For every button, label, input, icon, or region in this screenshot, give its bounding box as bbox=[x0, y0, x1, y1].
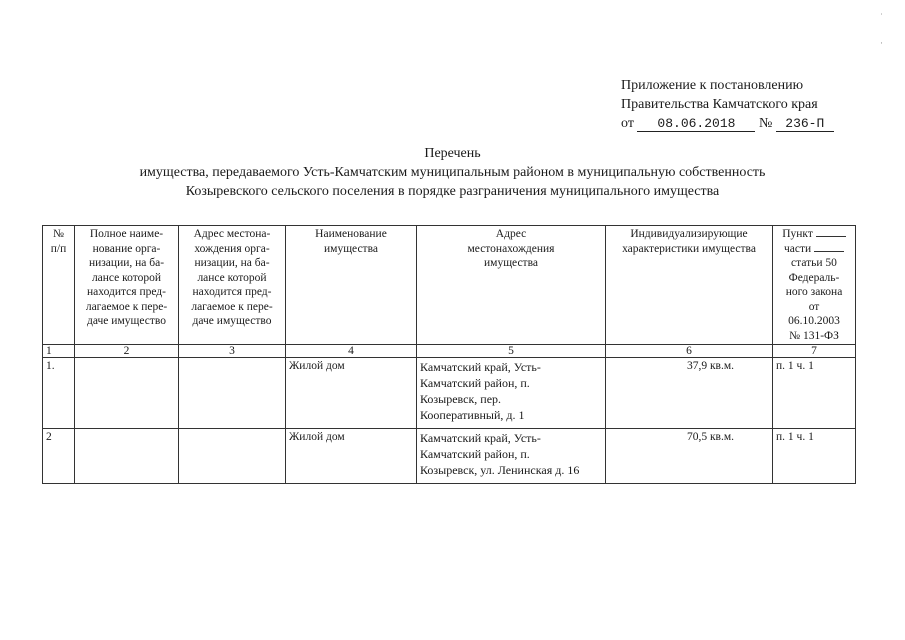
column-number: 2 bbox=[75, 345, 179, 358]
header-org-name: Полное наиме- нование орга- низации, на ба- лансе которой находится пред- лагаемое к пере- даче имущество bbox=[75, 226, 179, 345]
appendix-date-line bbox=[621, 114, 834, 133]
org-address-cell bbox=[179, 358, 286, 429]
column-number-row bbox=[43, 345, 856, 358]
column-number: 1 bbox=[43, 345, 75, 358]
document-subtitle-2: Козыревского сельского поселения в порядке разграничения муниципального имущества bbox=[185, 184, 720, 199]
header-number: № п/п bbox=[43, 226, 75, 345]
appendix-line-2: Правительства Камчатского края bbox=[621, 97, 818, 112]
row-number: 2 bbox=[43, 429, 75, 484]
scan-mark: ˙ bbox=[880, 12, 883, 22]
org-name-cell bbox=[75, 429, 179, 484]
table-row bbox=[43, 358, 856, 429]
clause-cell: п. 1 ч. 1 bbox=[773, 429, 856, 484]
header-characteristics: Индивидуализирующие характеристики имущества bbox=[606, 226, 773, 345]
number-label: № bbox=[758, 116, 773, 131]
row-number: 1. bbox=[43, 358, 75, 429]
org-name-cell bbox=[75, 358, 179, 429]
appendix-line-1: Приложение к постановлению bbox=[621, 78, 804, 93]
document-subtitle-1: имущества, передаваемого Усть-Камчатским муниципальным районом в муниципальную собственность bbox=[139, 165, 766, 180]
org-address-cell bbox=[179, 429, 286, 484]
column-number: 4 bbox=[286, 345, 417, 358]
scan-mark: · bbox=[880, 38, 883, 48]
property-name-cell: Жилой дом bbox=[286, 429, 417, 484]
document-title: Перечень bbox=[424, 146, 481, 161]
table-header-row bbox=[43, 226, 856, 345]
header-property-address: Адрес местонахождения имущества bbox=[417, 226, 606, 345]
decree-date: 08.06.2018 bbox=[637, 116, 755, 132]
blank-line bbox=[816, 227, 846, 237]
property-table bbox=[42, 225, 856, 484]
characteristics-cell: 70,5 кв.м. bbox=[606, 429, 773, 484]
column-number: 3 bbox=[179, 345, 286, 358]
column-number: 5 bbox=[417, 345, 606, 358]
table-row bbox=[43, 429, 856, 484]
clause-cell: п. 1 ч. 1 bbox=[773, 358, 856, 429]
property-name-cell: Жилой дом bbox=[286, 358, 417, 429]
column-number: 7 bbox=[773, 345, 856, 358]
property-address-cell: Камчатский край, Усть- Камчатский район, п. Козыревск, ул. Ленинская д. 16 bbox=[417, 429, 606, 484]
header-clause: Пункт части статьи 50 Федераль- ного закона от 06.10.2003 № 131-ФЗ bbox=[773, 226, 856, 345]
characteristics-cell: 37,9 кв.м. bbox=[606, 358, 773, 429]
property-address-cell: Камчатский край, Усть- Камчатский район, п. Козыревск, пер. Кооперативный, д. 1 bbox=[417, 358, 606, 429]
appendix-block bbox=[621, 76, 834, 133]
decree-number: 236-П bbox=[776, 116, 834, 132]
from-label: от bbox=[621, 116, 634, 131]
header-org-address: Адрес местона- хождения орга- низации, на ба- лансе которой находится пред- лагаемое к пере- даче имущество bbox=[179, 226, 286, 345]
header-property-name: Наименование имущества bbox=[286, 226, 417, 345]
column-number: 6 bbox=[606, 345, 773, 358]
blank-line bbox=[814, 242, 844, 252]
document-heading bbox=[0, 144, 905, 201]
